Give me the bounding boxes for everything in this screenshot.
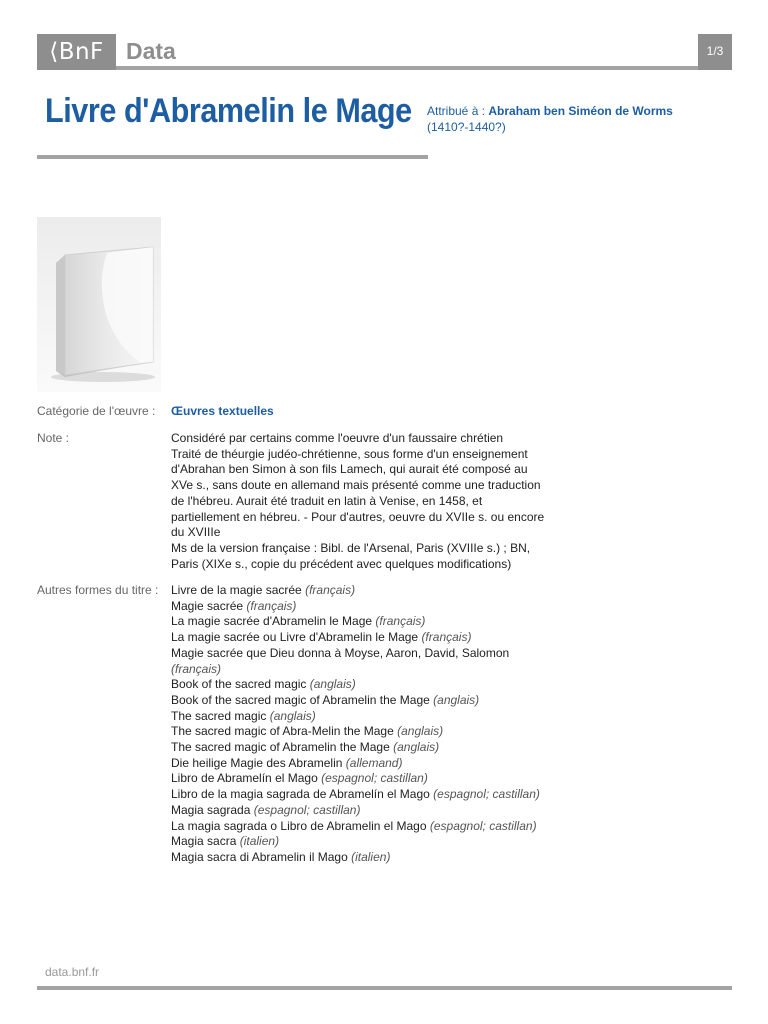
variant-title: The sacred magic of Abra-Melin the Mage bbox=[171, 724, 394, 739]
variant-language: (espagnol; castillan) bbox=[429, 818, 537, 833]
variant-title: Die heilige Magie des Abramelin bbox=[171, 755, 343, 770]
variant-title: The sacred magic bbox=[171, 708, 267, 723]
variant-title: Book of the sacred magic bbox=[171, 677, 307, 692]
note-line: Traité de théurgie judéo-chrétienne, sous forme d'un enseignement bbox=[171, 446, 528, 461]
page-title: Livre d'Abramelin le Mage bbox=[45, 92, 412, 130]
variant-title: Book of the sacred magic of Abramelin the Mage bbox=[171, 692, 430, 707]
variant-language: (anglais) bbox=[397, 724, 444, 739]
author-dates: (1410?-1440?) bbox=[427, 120, 506, 134]
variant-language: (anglais) bbox=[393, 740, 440, 755]
title-variant bbox=[171, 740, 551, 756]
note-line: Ms de la version française : Bibl. de l'Arsenal, Paris (XVIIIe s.) ; BN, bbox=[171, 540, 531, 555]
variant-language: (français) bbox=[171, 661, 222, 676]
variant-title: Libro de Abramelín el Mago bbox=[171, 771, 318, 786]
variant-title: The sacred magic of Abramelin the Mage bbox=[171, 740, 390, 755]
title-variant bbox=[171, 819, 551, 835]
variant-title: Magia sagrada bbox=[171, 802, 251, 817]
variant-language: (italien) bbox=[239, 834, 280, 849]
title-variant bbox=[171, 646, 551, 677]
footer-url[interactable]: data.bnf.fr bbox=[45, 965, 100, 979]
variant-title: La magie sacrée d'Abramelin le Mage bbox=[171, 614, 373, 629]
title-variant bbox=[171, 834, 551, 850]
variant-title: La magie sacrée ou Livre d'Abramelin le Mage bbox=[171, 630, 419, 645]
site-name[interactable]: Data bbox=[126, 38, 176, 64]
variant-language: (espagnol; castillan) bbox=[321, 771, 428, 786]
page-counter: 1/3 bbox=[698, 34, 732, 70]
variant-language: (italien) bbox=[351, 849, 391, 864]
variant-language: (français) bbox=[421, 630, 472, 645]
note-line: Considéré par certains comme l'oeuvre d'un faussaire chrétien bbox=[171, 431, 504, 445]
book-cover-image bbox=[37, 217, 161, 392]
category-label: Catégorie de l'œuvre : bbox=[37, 404, 156, 418]
title-variant bbox=[171, 614, 551, 630]
other-titles-label: Autres formes du titre : bbox=[37, 583, 159, 597]
variant-language: (anglais) bbox=[269, 708, 316, 723]
variant-title: Magie sacrée que Dieu donna à Moyse, Aaron, David, Salomon bbox=[171, 645, 510, 660]
title-variant bbox=[171, 677, 551, 693]
variant-language: (français) bbox=[246, 598, 297, 613]
title-variant bbox=[171, 756, 551, 772]
variant-title: Magia sacra di Abramelin il Mago bbox=[171, 849, 348, 864]
footer-divider bbox=[37, 986, 732, 990]
variant-language: (anglais) bbox=[433, 692, 480, 707]
title-variant bbox=[171, 850, 551, 866]
note-line: partiellement en hébreu. - Pour d'autres, oeuvre du XVIIe s. ou encore bbox=[171, 509, 545, 524]
note-line: de l'hébreu. Aurait été traduit en latin à Venise, en 1458, et bbox=[171, 493, 483, 508]
variant-title: Magia sacra bbox=[171, 834, 237, 849]
other-titles-list bbox=[171, 583, 551, 866]
title-variant bbox=[171, 787, 551, 803]
attribution bbox=[427, 103, 707, 135]
note-line: d'Abrahan ben Simon à son fils Lamech, qui aurait été composé au bbox=[171, 462, 528, 477]
author-link[interactable]: Abraham ben Siméon de Worms bbox=[488, 104, 673, 118]
variant-title: Magie sacrée bbox=[171, 598, 244, 613]
title-variant bbox=[171, 693, 551, 709]
note-line: du XVIIIe bbox=[171, 525, 221, 540]
note-label: Note : bbox=[37, 431, 70, 445]
variant-language: (français) bbox=[375, 614, 426, 629]
variant-language: (anglais) bbox=[309, 677, 356, 692]
title-variant bbox=[171, 599, 551, 615]
variant-language: (français) bbox=[305, 583, 356, 597]
title-variant bbox=[171, 709, 551, 725]
variant-title: La magia sagrada o Libro de Abramelin el Mago bbox=[171, 818, 427, 833]
variant-language: (espagnol; castillan) bbox=[433, 787, 540, 802]
title-variant bbox=[171, 583, 551, 599]
note-text bbox=[171, 431, 571, 572]
variant-title: Libro de la magia sagrada de Abramelín el Mago bbox=[171, 787, 430, 802]
note-line: XVe s., sans doute en allemand mais présenté comme une traduction bbox=[171, 478, 541, 493]
title-variant bbox=[171, 771, 551, 787]
variant-language: (espagnol; castillan) bbox=[253, 802, 361, 817]
title-variant bbox=[171, 803, 551, 819]
variant-language: (allemand) bbox=[345, 755, 403, 770]
title-variant bbox=[171, 724, 551, 740]
title-divider bbox=[37, 155, 428, 159]
variant-title: Livre de la magie sacrée bbox=[171, 583, 302, 597]
book-icon bbox=[37, 217, 161, 392]
attribution-label: Attribué à : bbox=[427, 104, 489, 118]
bnf-logo[interactable]: ⟨BnF bbox=[37, 34, 116, 70]
site-header bbox=[37, 34, 732, 70]
category-link[interactable]: Œuvres textuelles bbox=[171, 404, 274, 418]
title-variant bbox=[171, 630, 551, 646]
note-line: Paris (XIXe s., copie du précédent avec quelques modifications) bbox=[171, 556, 512, 571]
